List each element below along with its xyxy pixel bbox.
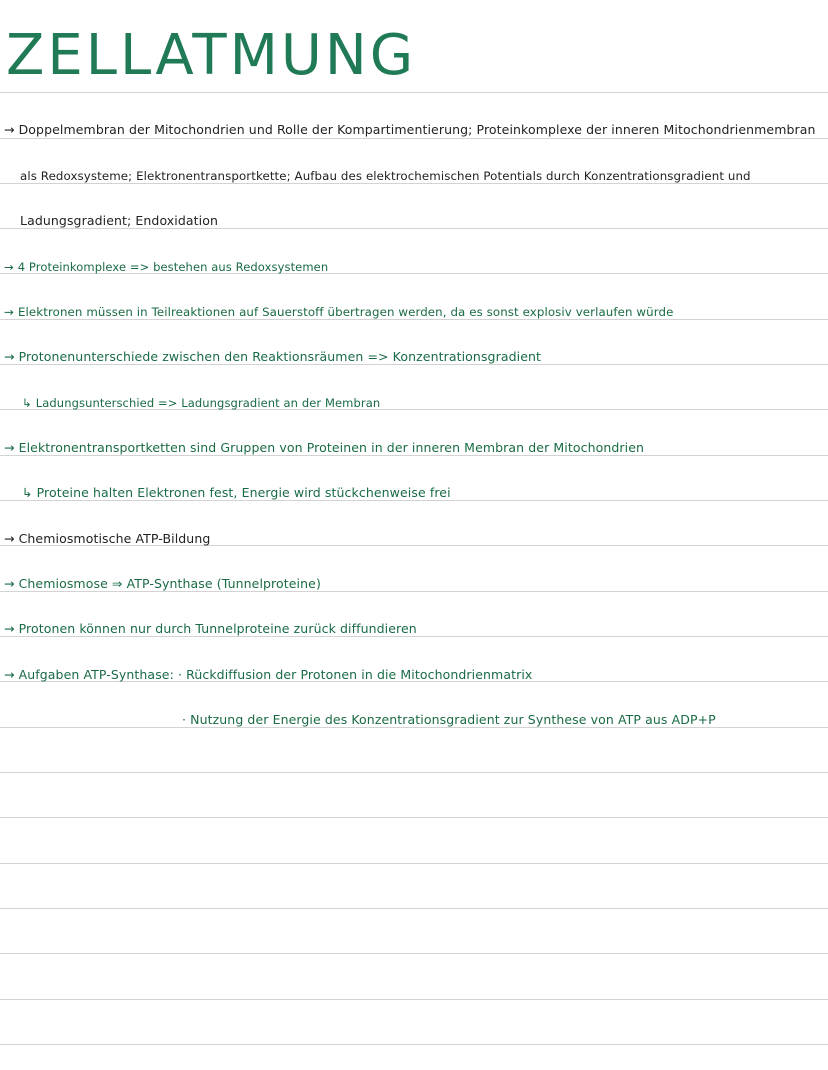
ruled-line	[0, 953, 828, 954]
note-line	[4, 531, 210, 547]
note-text: Chemiosmose ⇒ ATP-Synthase (Tunnelproteine)	[18, 576, 321, 591]
note-line	[22, 485, 451, 501]
note-line	[4, 122, 816, 138]
ruled-line	[0, 817, 828, 818]
arrow-icon: →	[4, 305, 14, 319]
note-line	[4, 667, 532, 683]
arrow-icon: →	[4, 260, 14, 274]
page-title: ZELLATMUNG	[6, 23, 417, 88]
ruled-line	[0, 999, 828, 1000]
note-line	[4, 621, 417, 637]
note-line	[22, 395, 380, 411]
arrow-icon: →	[4, 349, 15, 364]
ruled-line	[0, 908, 828, 909]
sub-arrow-icon: ↳	[22, 485, 33, 500]
note-line	[4, 440, 644, 456]
ruled-line	[0, 92, 828, 93]
note-line	[20, 213, 218, 229]
note-text: Elektronen müssen in Teilreaktionen auf Sauerstoff übertragen werden, da es sonst explosiv verlaufen würde	[18, 305, 674, 319]
sub-arrow-icon: ↳	[22, 396, 32, 410]
note-text: · Nutzung der Energie des Konzentrationsgradient zur Synthese von ATP aus ADP+P	[182, 712, 716, 727]
ruled-line	[0, 1044, 828, 1045]
note-line	[4, 349, 541, 365]
note-text: Ladungsunterschied => Ladungsgradient an der Membran	[35, 396, 381, 410]
note-line	[4, 576, 321, 592]
note-line	[4, 259, 328, 275]
ruled-line	[0, 772, 828, 773]
note-line	[20, 168, 751, 184]
note-text: 4 Proteinkomplexe => bestehen aus Redoxsystemen	[17, 260, 329, 274]
note-text: Chemiosmotische ATP-Bildung	[18, 531, 211, 546]
arrow-icon: →	[4, 531, 15, 546]
note-text: Proteine halten Elektronen fest, Energie wird stückchenweise frei	[36, 485, 451, 500]
note-line	[182, 712, 716, 728]
ruled-line	[0, 138, 828, 139]
arrow-icon: →	[4, 440, 15, 455]
note-text: Aufgaben ATP-Synthase: · Rückdiffusion der Protonen in die Mitochondrienmatrix	[18, 667, 533, 682]
arrow-icon: →	[4, 621, 15, 636]
note-text: Ladungsgradient; Endoxidation	[20, 213, 219, 228]
ruled-line	[0, 863, 828, 864]
arrow-icon: →	[4, 576, 15, 591]
arrow-icon: →	[4, 122, 15, 137]
note-line	[4, 304, 673, 320]
arrow-icon: →	[4, 667, 15, 682]
note-text: Protonenunterschiede zwischen den Reaktionsräumen => Konzentrationsgradient	[18, 349, 542, 364]
note-text: Doppelmembran der Mitochondrien und Rolle der Kompartimentierung; Proteinkomplexe der inneren Mitochondrienmembran	[18, 122, 816, 137]
note-text: als Redoxsysteme; Elektronentransportkette; Aufbau des elektrochemischen Potentials durch Konzentrationsgradient und	[20, 169, 751, 183]
note-text: Protonen können nur durch Tunnelproteine zurück diffundieren	[18, 621, 417, 636]
note-text: Elektronentransportketten sind Gruppen von Proteinen in der inneren Membran der Mitochondrien	[18, 440, 645, 455]
